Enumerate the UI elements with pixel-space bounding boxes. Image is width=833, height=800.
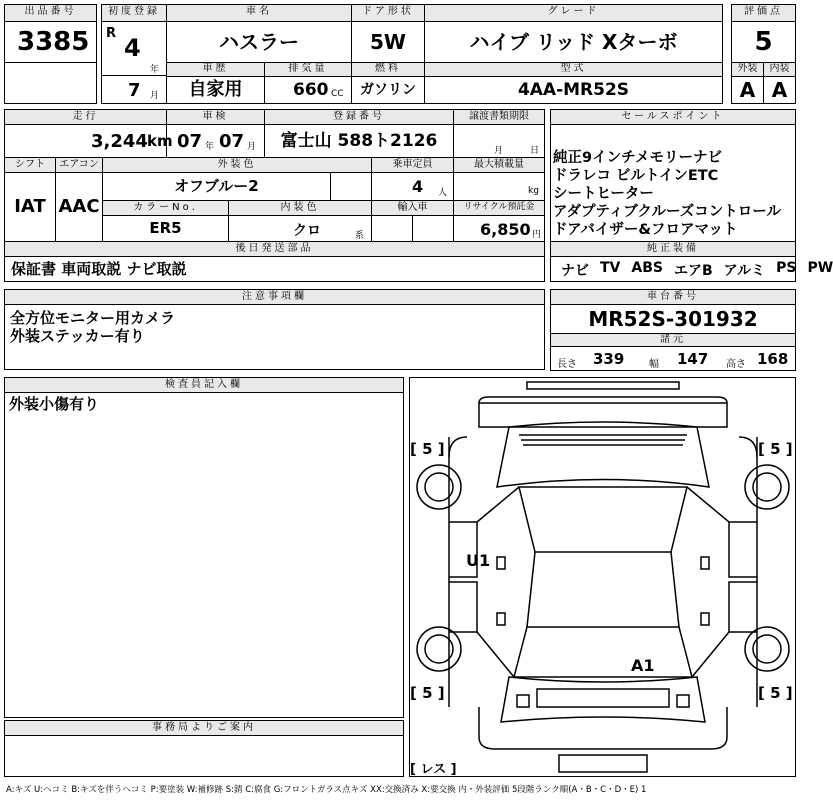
spare-tire-label: [ レス ]	[410, 762, 457, 777]
score-value: 5	[731, 21, 796, 63]
tire-rl-label: [ 5 ]	[410, 684, 445, 702]
specs-header: 諸元	[550, 333, 796, 347]
tire-fr-label: [ 5 ]	[758, 440, 793, 458]
reg-no-header: 登録番号	[264, 109, 454, 125]
length-label: 長さ	[557, 359, 577, 370]
width-value: 147	[677, 350, 709, 368]
km-unit: km	[147, 132, 173, 150]
interior-score: A	[763, 76, 796, 104]
transfer-cell	[453, 124, 545, 158]
reg-month-value: 7	[128, 80, 141, 101]
first-reg-header: 初度登録	[101, 4, 167, 22]
aircon-value: AAC	[55, 172, 103, 242]
height-label: 高さ	[726, 359, 746, 370]
notes-box	[4, 304, 545, 370]
door-value: 5W	[351, 21, 425, 63]
aircon-header: エアコン	[55, 157, 103, 173]
equip-item: PS	[776, 260, 797, 276]
notes-header: 注意事項欄	[4, 289, 545, 305]
height-value: 168	[757, 350, 789, 368]
model-type-value: 4AA-MR52S	[424, 76, 723, 104]
tire-rr-label: [ 5 ]	[758, 684, 793, 702]
inspection-year-unit: 年	[205, 142, 215, 152]
reg-no-value: 富士山 588ト2126	[264, 124, 454, 158]
sales-point-item: アダプティブクルーズコントロール	[553, 204, 781, 220]
first-reg-month-cell	[101, 75, 167, 104]
inspection-header: 車検	[166, 109, 265, 125]
color-no-header: カラーNo.	[102, 200, 229, 216]
transfer-day-unit: 日	[530, 146, 540, 156]
note-item: 外装ステッカー有り	[10, 327, 145, 345]
equip-item: ナビ	[561, 263, 589, 279]
office-notice-header: 事務局よりご案内	[4, 720, 404, 736]
later-parts-value: 保証書 車両取説 ナビ取説	[4, 256, 545, 282]
ext-color-blank	[330, 172, 372, 201]
import-blank-2	[412, 215, 454, 242]
shift-header: シフト	[4, 157, 56, 173]
ext-color-header: 外装色	[102, 157, 372, 173]
sales-point-item: ドアバイザー&フロアマット	[553, 222, 738, 238]
grade-header: グレード	[424, 4, 723, 22]
sales-point-item: 純正9インチメモリーナビ	[553, 150, 723, 166]
equip-item: アルミ	[723, 263, 766, 279]
history-value: 自家用	[166, 76, 265, 104]
model-type-header: 型式	[424, 62, 723, 77]
int-color-cell	[228, 215, 372, 242]
door-header: ドア形状	[351, 4, 425, 22]
recycle-header: リサイクル預託金	[453, 200, 545, 216]
equip-item: TV	[600, 260, 621, 276]
color-no-value: ER5	[102, 215, 229, 242]
damage-mark-a1: A1	[631, 656, 655, 675]
reg-year-value: 4	[124, 34, 141, 62]
standard-equip-list	[561, 260, 833, 280]
inspection-month: 07	[219, 131, 245, 152]
ext-color-value: オフブルー2	[102, 172, 331, 201]
note-item: 全方位モニター用カメラ	[10, 309, 176, 327]
capacity-cell	[371, 172, 454, 201]
lot-no-header: 出品番号	[4, 4, 97, 22]
office-notice-box	[4, 735, 404, 777]
import-header: 輸入車	[371, 200, 454, 216]
car-outline-diagram	[409, 377, 796, 777]
sales-point-item: ドラレコ ビルトインETC	[553, 168, 719, 184]
cc-unit: CC	[331, 89, 344, 99]
mileage-header: 走行	[4, 109, 167, 125]
exterior-header: 外装	[731, 62, 764, 77]
int-color-header: 内装色	[228, 200, 372, 216]
length-value: 339	[593, 350, 625, 368]
transfer-header: 譲渡書類期限	[453, 109, 545, 125]
displacement-cell	[264, 76, 352, 104]
inspector-header: 検査員記入欄	[4, 377, 404, 393]
sales-points-list	[553, 149, 781, 239]
notes-list	[10, 309, 175, 345]
sales-points-box	[550, 124, 796, 242]
inspector-box	[4, 392, 404, 718]
recycle-cell	[453, 215, 545, 242]
legend-text: A:キズ U:ヘコミ B:キズを伴うヘコミ P:要塗装 W:補修跡 S:錆 C:腐食 G:フロントガラス点キズ XX:交換済み X:要交換 内・外装評価 5段階ランク順(A・B・C・D・E) 1	[6, 785, 647, 795]
exterior-score: A	[731, 76, 764, 104]
sales-points-header: セールスポイント	[550, 109, 796, 125]
score-header: 評価点	[731, 4, 796, 22]
lot-no-value: 3385	[4, 21, 97, 63]
width-label: 幅	[649, 359, 659, 370]
transfer-month-unit: 月	[494, 146, 504, 156]
month-unit: 月	[150, 91, 160, 101]
car-name-value: ハスラー	[166, 21, 352, 63]
tire-fl-label: [ 5 ]	[410, 440, 445, 458]
lot-no-blank	[4, 62, 97, 104]
inspector-note: 外装小傷有り	[9, 395, 100, 413]
chassis-value: MR52S-301932	[550, 304, 796, 334]
equip-item: ABS	[631, 260, 663, 276]
mileage-value: 3,244	[91, 131, 148, 152]
damage-mark-u1: U1	[466, 551, 491, 570]
inspection-month-unit: 月	[247, 142, 257, 152]
mileage-cell	[4, 124, 173, 158]
fuel-header: 燃料	[351, 62, 425, 77]
equip-item: PW	[807, 260, 833, 276]
inspection-year: 07	[177, 131, 203, 152]
shift-value: IAT	[4, 172, 56, 242]
later-parts-header: 後日発送部品	[4, 241, 545, 257]
yen-unit: 円	[532, 230, 542, 240]
interior-header: 内装	[763, 62, 796, 77]
int-color-value: クロ	[293, 223, 321, 239]
displacement-header: 排気量	[264, 62, 352, 77]
max-load-header: 最大積載量	[453, 157, 545, 173]
fuel-value: ガソリン	[351, 76, 425, 104]
displacement-value: 660	[293, 80, 329, 100]
max-load-cell	[453, 172, 545, 201]
kei-unit: 系	[355, 231, 365, 241]
capacity-header: 乗車定員	[371, 157, 454, 173]
kg-unit: kg	[528, 186, 539, 196]
persons-unit: 人	[438, 188, 448, 198]
year-unit: 年	[150, 65, 160, 75]
inspection-cell	[166, 124, 265, 158]
history-header: 車歴	[166, 62, 265, 77]
import-blank-1	[371, 215, 413, 242]
standard-equip-header: 純正装備	[550, 241, 796, 257]
chassis-header: 車台番号	[550, 289, 796, 305]
specs-box	[550, 346, 796, 371]
sales-point-item: シートヒーター	[553, 186, 654, 202]
recycle-value: 6,850	[480, 220, 531, 239]
car-name-header: 車名	[166, 4, 352, 22]
first-reg-year-cell	[101, 21, 167, 76]
grade-value: ハイブ リッド Xターボ	[424, 21, 723, 63]
equip-item: エアB	[673, 263, 713, 279]
era-label: R	[106, 26, 117, 41]
standard-equip-box	[550, 256, 833, 282]
capacity-value: 4	[412, 177, 424, 196]
